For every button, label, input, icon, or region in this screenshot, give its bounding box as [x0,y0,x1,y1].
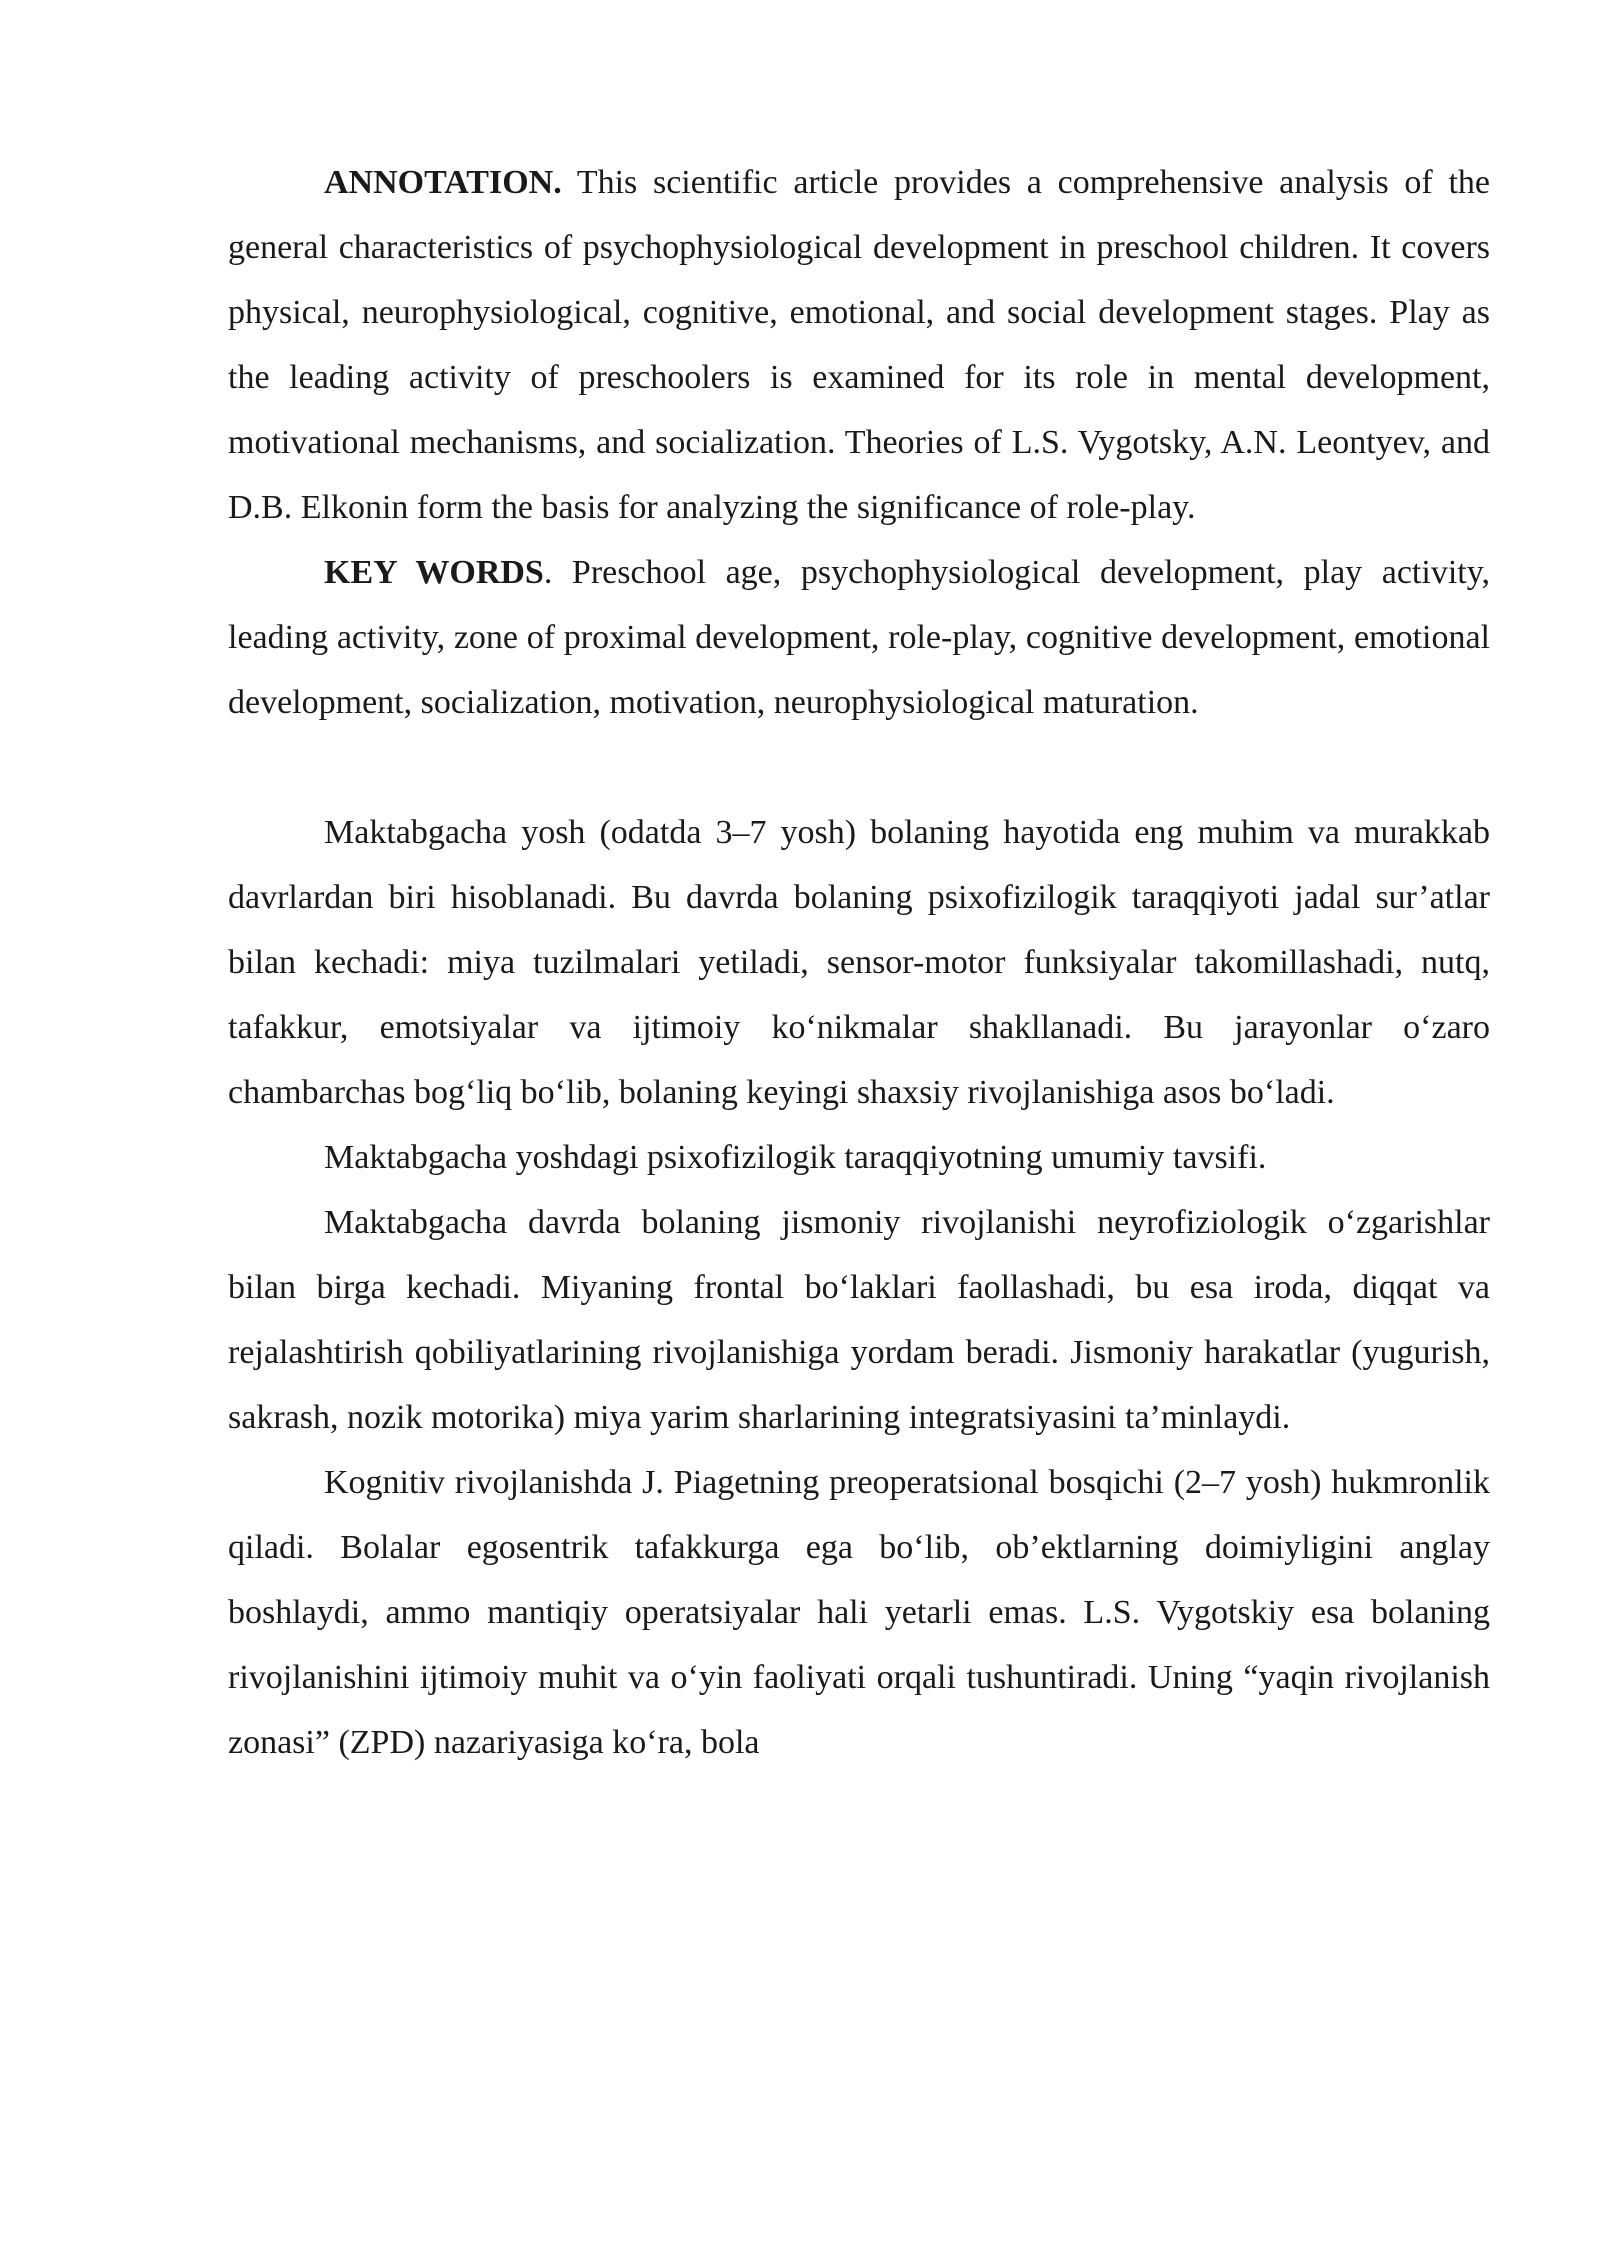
page-content [228,150,1490,1775]
body-paragraph-physical: Maktabgacha davrda bolaning jismoniy rivojlanishi neyrofiziologik o‘zgarishlar bilan birga kechadi. Miyaning frontal bo‘laklari faollashadi, bu esa iroda, diqqat va rejalashtirish qobiliyatlarining rivojlanishiga yordam beradi. Jismoniy harakatlar (yugurish, sakrash, nozik motorika) miya yarim sharlarining integratsiyasini ta’minlaydi. [228,1204,1490,1436]
annotation-label: ANNOTATION. [324,164,562,201]
body-paragraph-intro: Maktabgacha yosh (odatda 3–7 yosh) bolaning hayotida eng muhim va murakkab davrlardan biri hisoblanadi. Bu davrda bolaning psixofizilogik taraqqiyoti jadal sur’atlar bilan kechadi: miya tuzilmalari yetiladi, sensor-motor funksiyalar takomillashadi, nutq, tafakkur, emotsiyalar va ijtimoiy ko‘nikmalar shakllanadi. Bu jarayonlar o‘zaro chambarchas bog‘liq bo‘lib, bolaning keyingi shaxsiy rivojlanishiga asos bo‘ladi. [228,814,1490,1111]
keywords-text: . Preschool age, psychophysiological development, play activity, leading activity, zone of proximal development, role-play, cognitive development, emotional development, socialization, motivation, neurophysiological maturation. [228,554,1490,721]
section-gap [228,735,1490,800]
annotation-text: This scientific article provides a comprehensive analysis of the general characteristics of psychophysiological development in preschool children. It covers physical, neurophysiological, cognitive, emotional, and social development stages. Play as the leading activity of preschoolers is examined for its role in mental development, motivational mechanisms, and socialization. Theories of L.S. Vygotsky, A.N. Leontyev, and D.B. Elkonin form the basis for analyzing the significance of role-play. [228,164,1490,526]
annotation-paragraph [228,150,1490,540]
keywords-paragraph [228,540,1490,735]
keywords-label: KEY WORDS [324,554,544,591]
body-paragraph-cognitive: Kognitiv rivojlanishda J. Piagetning preoperatsional bosqichi (2–7 yosh) hukmronlik qiladi. Bolalar egosentrik tafakkurga ega bo‘lib, ob’ektlarning doimiyligini anglay boshlaydi, ammo mantiqiy operatsiyalar hali yetarli emas. L.S. Vygotskiy esa bolaning rivojlanishini ijtimoiy muhit va o‘yin faoliyati orqali tushuntiradi. Uning “yaqin rivojlanish zonasi” (ZPD) nazariyasiga ko‘ra, bola [228,1464,1490,1761]
body-section-heading: Maktabgacha yoshdagi psixofizilogik taraqqiyotning umumiy tavsifi. [324,1139,1267,1176]
